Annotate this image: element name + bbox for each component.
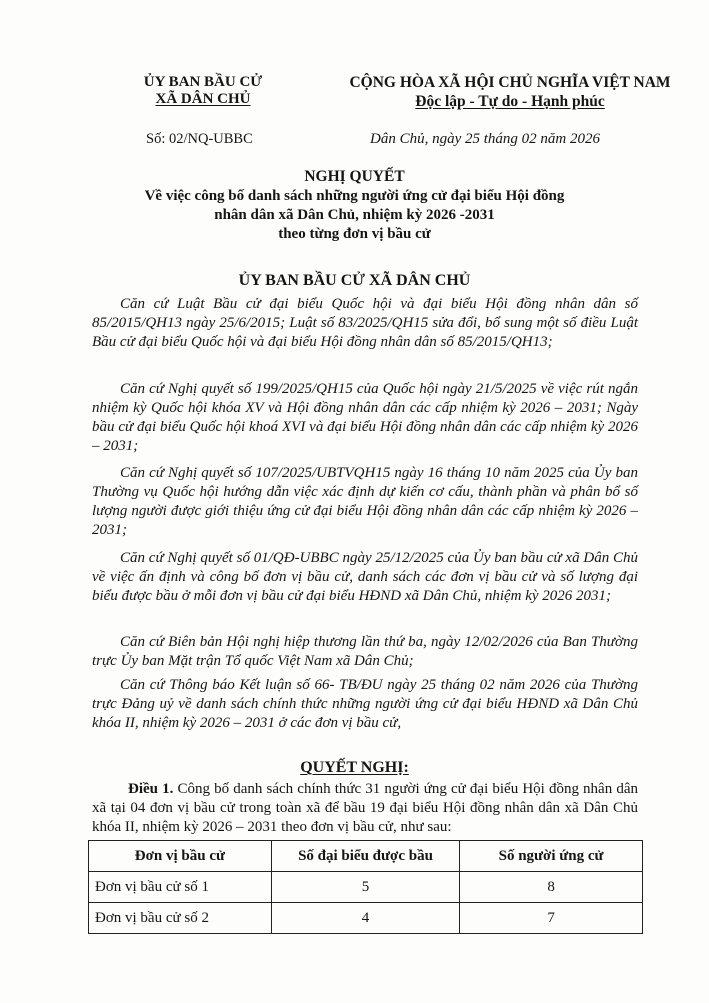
table-cell: 7 [460,903,643,934]
article-1-text: Công bố danh sách chính thức 31 người ứng cử đại biểu Hội đồng nhân dân xã tại 04 đơn vị bầu cử trong toàn xã để bầu 19 đại biểu Hội đồng nhân dân xã Dân Chủ khóa II, nhiệm kỳ 2026 – 2031 theo đơn vị bầu cử, như sau: [92,781,638,835]
electoral-units-table [88,840,643,934]
ground-paragraph-2: Căn cứ Nghị quyết số 199/2025/QH15 của Quốc hội ngày 21/5/2025 về việc rút ngắn nhiệm kỳ Quốc hội khóa XV và Hội đồng nhân dân các cấp nhiệm kỳ 2026 – 2031; Ngày bầu cử đại biểu Quốc hội khoá XVI và đại biểu Hội đồng nhân dân các cấp nhiệm kỳ 2026 – 2031; [92,381,638,454]
national-motto: Độc lập - Tự do - Hạnh phúc [415,93,605,110]
article-1 [92,780,638,837]
table-cell: 4 [271,903,459,934]
decision-heading: QUYẾT NGHỊ: [300,759,409,776]
document-subject-line2: nhân dân xã Dân Chủ, nhiệm kỳ 2026 -2031 [214,207,495,223]
document-subject-line1: Về việc công bố danh sách những người ứng cử đại biểu Hội đồng [144,188,565,204]
table-row [89,872,643,903]
table-row [89,903,643,934]
table-header-cell: Số người ứng cử [460,841,643,872]
republic-name: CỘNG HÒA XÃ HỘI CHỦ NGHĨA VIỆT NAM [349,74,671,91]
table-cell: 8 [460,872,643,903]
ground-paragraph-5: Căn cứ Biên bản Hội nghị hiệp thương lần thứ ba, ngày 12/02/2026 của Ban Thường trực Ủy ban Mặt trận Tổ quốc Việt Nam xã Dân Chủ; [92,634,638,669]
table-cell: 5 [271,872,459,903]
committee-heading: ỦY BAN BẦU CỬ XÃ DÂN CHỦ [238,272,471,289]
table-cell: Đơn vị bầu cử số 2 [89,903,272,934]
issuing-org-line2: XÃ DÂN CHỦ [155,91,251,107]
ground-paragraph-3: Căn cứ Nghị quyết số 107/2025/UBTVQH15 ngày 16 tháng 10 năm 2025 của Ủy ban Thường vụ Quốc hội hướng dẫn việc xác định dự kiến cơ cấu, thành phần và phân bổ số lượng người được giới thiệu ứng cử đại biểu Hội đồng nhân dân các cấp nhiệm kỳ 2026 – 2031; [92,465,638,538]
document-title: NGHỊ QUYẾT [304,168,405,185]
article-1-label: Điều 1. [128,781,174,797]
issuing-org-line1: ỦY BAN BẦU CỬ [143,74,263,90]
place-date: Dân Chủ, ngày 25 tháng 02 năm 2026 [370,131,600,147]
table-header-cell: Đơn vị bầu cử [89,841,272,872]
ground-paragraph-1: Căn cứ Luật Bầu cử đại biểu Quốc hội và đại biểu Hội đồng nhân dân số 85/2015/QH13 ngày 25/6/2015; Luật số 83/2025/QH15 sửa đổi, bổ sung một số điều Luật Bầu cử đại biểu Quốc hội và đại biểu Hội đồng nhân dân số 85/2015/QH13; [92,296,638,350]
ground-paragraph-6: Căn cứ Thông báo Kết luận số 66- TB/ĐU ngày 25 tháng 02 năm 2026 của Thường trực Đảng uỷ về danh sách chính thức những người ứng cử đại biểu HĐND xã Dân Chủ khóa II, nhiệm kỳ 2026 – 2031 ở các đơn vị bầu cử, [92,677,638,731]
ground-paragraph-4: Căn cứ Nghị quyết số 01/QĐ-UBBC ngày 25/12/2025 của Ủy ban bầu cử xã Dân Chủ về việc ấn định và công bố đơn vị bầu cử, danh sách các đơn vị bầu cử và số lượng đại biểu được bầu ở mỗi đơn vị bầu cử đại biểu HĐND xã Dân Chủ, nhiệm kỳ 2026 2031; [92,550,638,604]
document-number: Số: 02/NQ-UBBC [146,131,253,147]
table-header-cell: Số đại biểu được bầu [271,841,459,872]
document-subject-line3: theo từng đơn vị bầu cử [278,226,431,242]
table-cell: Đơn vị bầu cử số 1 [89,872,272,903]
table-header-row [89,841,643,872]
